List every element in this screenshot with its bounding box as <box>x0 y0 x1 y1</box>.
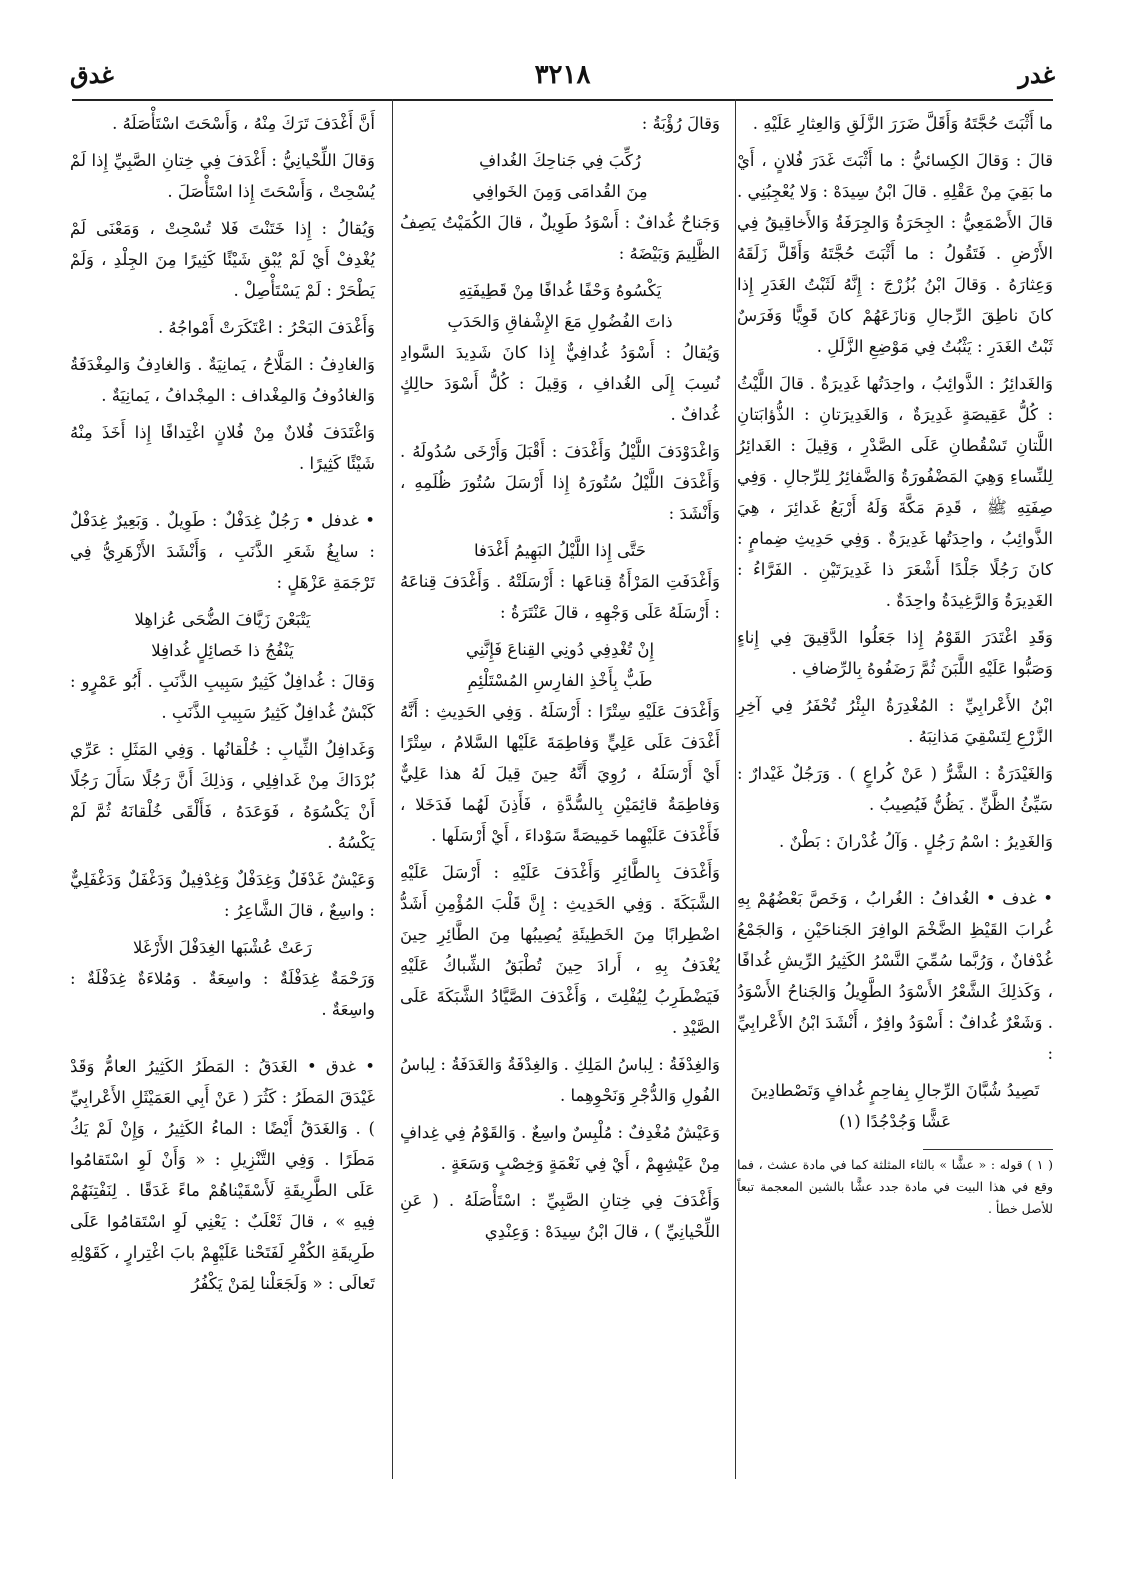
paragraph: وَالغادِفُ : المَلَّاحُ ، يَمانِيَةٌ . وَالغادِفُ وَالمِغْدَفَةُ وَالغادُوفُ وَالمِغْداف : المِجْدافُ ، يَمانِيَةٌ . <box>70 355 375 405</box>
paragraph: وَاغْتَدَفَ فُلانٌ مِنْ فُلانٍ اغْتِدافًا إِذا أَخَذَ مِنْهُ شَيْئًا كَثِيرًا . <box>70 423 375 473</box>
header-rule <box>72 99 1053 101</box>
paragraph: وَغَدافِلُ الثِّيابِ : خُلْقانُها . وَفِي المَثَلِ : عَرِّي بُرْدَاكَ مِنْ غَدافِلِي ، وَذلِكَ أَنَّ رَجُلًا سَأَلَ رَجُلًا أَنْ يَكْسُوَهُ ، فَوَعَدَهُ ، فَأَلْقَى خُلْقانَهُ ثُمَّ لَمْ يَكْسُهُ . <box>70 740 375 852</box>
paragraph: وَالغَيْدَرَةُ : الشَّرُّ ( عَنْ كُراعٍ ) . وَرَجُلٌ غَيْدارٌ : سَيِّئُ الظَّنِّ . يَظُنُّ فَيُصِيبُ . <box>737 764 1053 814</box>
paragraph: وَأَغْدَفَ البَحْرُ : اعْتَكَرَتْ أَمْواجُهُ . <box>157 318 375 337</box>
paragraph: ما أَثْبَتَ حُجَّتَهُ وَأَقَلَّ ضَرَرَ الزَّلَقِ وَالعِثارِ عَلَيْهِ . <box>752 114 1053 133</box>
paragraph: وَقالَ : غُدافِلٌ كَثِيرٌ سَبِيبِ الذَّنَبِ . أَبُو عَمْرٍو : كَبْشٌ غُدافِلٌ كَثِيرُ سَبِيبِ الذَّنَبِ . <box>70 672 375 722</box>
paragraph: ابْنُ الأَعْرابِيِّ : المُغْدِرَةُ البِئْرُ تُحْفَرُ فِي آخِرِ الزَّرْعِ لِتَسْقِيَ مَذانِبَهُ . <box>737 696 1053 746</box>
entry-ghdq: • غدق • الغَدَقُ : المَطَرُ الكَثِيرُ العامُّ وَقَدْ غَيْدَقَ المَطَرُ : كَثُرَ ( عَنْ أَبِي العَمَيْثَلِ الأَعْرابِيِّ ) . وَالغَدَقُ أَيْضًا : الماءُ الكَثِيرُ ، وَإِنْ لَمْ يَكُ مَطَرًا . وَفِي التَّنْزِيلِ : « وَأَنْ لَوِ اسْتَقامُوا عَلَى الطَّرِيقَةِ لَأَسْقَيْناهُمْ ماءً غَدَقًا . لِنَفْتِنَهُمْ فِيهِ » ، قالَ ثَعْلَبٌ : يَعْنِي لَوِ اسْتَقامُوا عَلَى طَرِيقَةِ الكُفْرِ لَفَتَحْنا عَلَيْهِمْ بابَ اغْتِرارٍ ، كَقَوْلِهِ تَعالَى : « وَلَجَعَلْنا لِمَنْ يَكْفُرُ <box>70 1057 375 1293</box>
verse: ذاتَ الفُضُولِ مَعَ الإِشْفاقِ وَالحَدَبِ <box>447 312 673 331</box>
paragraph: أَنَّ أَغْدَفَ تَرَكَ مِنْهُ ، وَأَسْحَتَ اسْتَأْصَلَهُ . <box>112 114 375 133</box>
paragraph: وَاغْدَوْدَفَ اللَّيْلُ وَأَغْدَفَ : أَقْبَلَ وَأَرْخَى سُدُولَهُ . وَأَغْدَفَ اللَّيْلُ سُتُورَهُ إِذا أَرْسَلَ سُتُورَ ظُلَمِهِ ، وَأَنْشَدَ : <box>400 442 720 523</box>
paragraph: وَجَناحٌ غُدافٌ : أَسْوَدُ طَوِيلٌ ، قالَ الكُمَيْتُ يَصِفُ الظَّلِيمَ وَبَيْضَهُ : <box>400 213 720 263</box>
column-middle <box>400 108 720 1253</box>
paragraph: وَرَحْمَةٌ غِدَفْلَةٌ : واسِعَةٌ . وَمُلاءَةٌ غِدَفْلَةٌ : واسِعَةٌ . <box>70 969 375 1019</box>
column-left <box>70 108 375 1305</box>
paragraph: وَيُقالُ : أَسْوَدُ غُدافِيٌّ إِذا كانَ شَدِيدَ السَّوادِ نُسِبَ إِلَى الغُدافِ ، وَقِيلَ : كُلُّ أَسْوَدَ حالِكٍ غُدافٌ . <box>400 343 720 424</box>
column-divider-right <box>735 99 736 1479</box>
paragraph: وَعَيْشٌ غَدْفَلٌ وَغِدَفْلٌ وَغِدْفِيلٌ وَدَغْفَلٌ وَدَغْفَلِيٌّ : واسِعٌ ، قالَ الشَّاعِرُ : <box>70 870 375 920</box>
verse: يَكْسُوهُ وَحْفًا غُدافًا مِنْ قَطِيفَتِهِ <box>458 281 662 300</box>
paragraph: وَعَيْشٌ مُغْدِفٌ : مُلْبِسٌ واسِعٌ . وَالقَوْمُ فِي غِدافٍ مِنْ عَيْشِهِمْ ، أَيْ فِي نَعْمَةٍ وَخِصْبٍ وَسَعَةٍ . <box>400 1123 720 1173</box>
verse: رُكِّبَ فِي جَناحِكَ الغُدافِ <box>479 151 641 170</box>
paragraph: وَأَغْدَفَتِ المَرْأَةُ قِناعَها : أَرْسَلَتْهُ . وَأَغْدَفَ قِناعَهُ : أَرْسَلَهُ عَلَى وَجْهِهِ ، قالَ عَنْتَرَةُ : <box>400 572 720 622</box>
paragraph: وَأَغْدَفَ عَلَيْهِ سِتْرًا : أَرْسَلَهُ . وَفِي الحَدِيثِ : أَنَّهُ أَغْدَفَ عَلَى عَلِيٍّ وَفاطِمَةَ عَلَيْها السَّلامُ ، سِتْرًا أَيْ أَرْسَلَهُ ، رُوِيَ أَنَّهُ حِينَ قِيلَ لَهُ هذا عَلِيٌّ وَفاطِمَةُ قائِمَيْنِ بِالسُّدَّةِ ، فَأَذِنَ لَهُما فَدَخَلا ، فَأَغْدَفَ عَلَيْهِما خَمِيصَةً سَوْداءَ ، أَيْ أَرْسَلَها . <box>400 702 720 845</box>
header-right-word: غدر <box>1018 60 1055 89</box>
paragraph: قالَ : وَقالَ الكِسائيُّ : ما أَثْبَتَ غَدَرَ فُلانٍ ، أَيْ ما بَقِيَ مِنْ عَقْلِهِ . قالَ ابْنُ سِيدَهْ : وَلا يُعْجِبُنِي . قالَ الأَصْمَعِيُّ : الجِحَرَةُ وَالجِرَفَةُ وَالأَخاقِيقُ فِي الأَرْضِ . فَتَقُولُ : ما أَثْبَتَ حُجَّتَهُ وَأَقَلَّ زَلَقَهُ وَعِثارَهُ . وَقالَ ابْنُ بُزُرْجَ : إِنَّهُ لَثَبْتُ الغَدَرِ إِذا كانَ ناطِقَ الرِّجالِ وَنازَعَهُمْ كانَ قَوِيًّا وَفَرَسٌ ثَبْتُ الغَدَرِ : يَثْبُتُ فِي مَوْضِعِ الزَّلَلِ . <box>737 151 1053 356</box>
header-left-word: غدق <box>70 60 114 89</box>
paragraph: وَيُقالُ : إِذا خَتَنْتَ فَلا تُسْحِتْ ، وَمَعْنَى لَمْ يُغْدِفْ أَيْ لَمْ يُبْقِ شَيْئًا كَثِيرًا مِنَ الجِلْدِ ، وَلَمْ يَطْحَرْ : لَمْ يَسْتَأْصِلْ . <box>70 219 375 300</box>
footnote: ( ١ ) قوله : « عشًّا » بالثاء المثلثة كما في مادة عشث ، فما وقع في هذا البيت في مادة جدد عشًّا بالشين المعجمة تبعاً للأصل خطأ . <box>737 1157 1053 1216</box>
entry-ghdf: • غدف • الغُدافُ : الغُرابُ ، وَخَصَّ بَعْضُهُمْ بِهِ غُرابَ القَيْظِ الضَّخْمَ الوافِرَ الجَناحَيْنِ ، وَالجَمْعُ غُدْفانٌ ، وَرُبَّما سُمِّيَ النَّسْرُ الكَثِيرُ الرِّيشِ غُدافًا ، وَكَذلِكَ الشَّعْرُ الأَسْوَدُ الطَّوِيلُ وَالجَناحُ الأَسْوَدُ . وَشَعْرٌ غُدافٌ : أَسْوَدُ وافِرٌ ، أَنْشَدَ ابْنُ الأَعْرابِيِّ : <box>737 889 1053 1063</box>
column-divider-left <box>392 99 393 1479</box>
verse: حَتَّى إِذا اللَّيْلُ البَهِيمُ أَغْدَفا <box>474 541 646 560</box>
paragraph: وَأَغْدَفَ فِي خِتانِ الصَّبِيِّ : اسْتَأْصَلَهُ . ( عَنِ اللِّحْيانِيِّ ) ، قالَ ابْنُ سِيدَهْ : وَعِنْدِي <box>400 1191 720 1241</box>
verse: يَنْفُجُ ذا خَصائِلٍ غُدافِلا <box>151 641 294 660</box>
paragraph: وَقالَ رُؤْبَةُ : <box>641 114 720 133</box>
paragraph: وَقَدِ اغْتَدَرَ القَوْمُ إِذا جَعَلُوا الدَّقِيقَ فِي إِناءٍ وَصَبُّوا عَلَيْهِ اللَّبَنَ ثُمَّ رَضَفُوهُ بِالرِّضافِ . <box>737 628 1053 678</box>
verse: تَصِيدُ شُبَّانَ الرِّجالِ بِفاحِمٍ غُدافٍ وَتَصْطادِينَ عَشًّا وَجُدْجُدًا (١) <box>750 1081 1040 1131</box>
entry-ghdfl: • غدفل • رَجُلٌ غِدَفْلٌ : طَوِيلٌ . وَبَعِيرٌ غِدَفْلٌ : سابِغُ شَعَرِ الذَّنَبِ ، وَأَنْشَدَ الأَزْهَرِيُّ فِي تَرْجَمَةِ عَزْهَلٍ : <box>70 511 375 592</box>
verse: إِنْ تُغْدِفِي دُونِي القِناعَ فَإِنَّنِي <box>465 640 655 659</box>
paragraph: وَقالَ اللِّحْيانِيُّ : أَغْدَفَ فِي خِتانِ الصَّبِيِّ إِذا لَمْ يُسْحِتْ ، وَأَسْحَتَ إِذا اسْتَأْصَلَ . <box>70 151 375 201</box>
paragraph: وَالغِدْفَةُ : لِباسُ المَلِكِ . وَالغِدْفَةُ وَالغَدَفَةُ : لِباسُ الفُولِ وَالدُّجْرِ وَنَحْوِهِما . <box>400 1055 720 1105</box>
footnote-rule <box>923 1149 1053 1150</box>
paragraph: وَأَغْدَفَ بِالطَّائِرِ وَأَغْدَفَ عَلَيْهِ : أَرْسَلَ عَلَيْهِ الشَّبَكَةَ . وَفِي الحَدِيثِ : إِنَّ قَلْبَ المُؤْمِنِ أَشَدُّ اضْطِرابًا مِنَ الخَطِيئَةِ يُصِيبُها مِنَ الطَّائِرِ حِينَ يُغْدَفُ بِهِ ، أَرادَ حِينَ تُطْبَقُ الشِّباكُ عَلَيْهِ فَيَضْطَرِبُ لِيُفْلِتَ ، وَأَغْدَفَ الصَّيَّادُ الشَّبَكَةَ عَلَى الصَّيْدِ . <box>400 863 720 1037</box>
page-header <box>70 56 1055 96</box>
verse: مِنَ القُدامَى وَمِنَ الخَوافِي <box>472 182 648 201</box>
column-right <box>737 108 1053 1226</box>
paragraph: وَالغَدائِرُ : الذَّوائِبُ ، واحِدَتُها غَدِيرَةٌ . قالَ اللَّيْثُ : كُلُّ عَقِيصَةٍ غَدِيرَةٌ ، وَالغَدِيرَتانِ : الذُّؤابَتانِ اللَّتانِ تَسْقُطانِ عَلَى الصَّدْرِ ، وَقِيلَ : الغَدائِرُ لِلنِّساءِ وَهِيَ المَضْفُورَةُ وَالضَّفائِرُ لِلرِّجالِ . وَفِي صِفَتِهِ ﷺ ، قَدِمَ مَكَّةَ وَلَهُ أَرْبَعُ غَدائِرَ ، هِيَ الذَّوائِبُ ، واحِدَتُها غَدِيرَةٌ . وَفِي حَدِيثِ ضِمامٍ : كانَ رَجُلًا جَلْدًا أَشْعَرَ ذا غَدِيرَتَيْنِ . الفَرَّاءُ : الغَدِيرَةُ وَالرَّغِيدَةُ واحِدَةٌ . <box>737 374 1053 610</box>
verse: رَعَتْ عُشْبَها الغِدَفْلَ الأَرْغَلا <box>133 938 312 957</box>
verse: طَبٌّ بِأَخْذِ الفارِسِ المُسْتَلْئِمِ <box>467 671 653 690</box>
page-number: ٣٢١٨ <box>534 60 591 90</box>
verse: يَتْبَعْنَ زَيَّافَ الضُّحَى عُزاهِلا <box>134 610 311 629</box>
paragraph: وَالغَدِيرُ : اسْمُ رَجُلٍ . وَآلُ غُدْرانَ : بَطْنٌ . <box>779 832 1053 851</box>
